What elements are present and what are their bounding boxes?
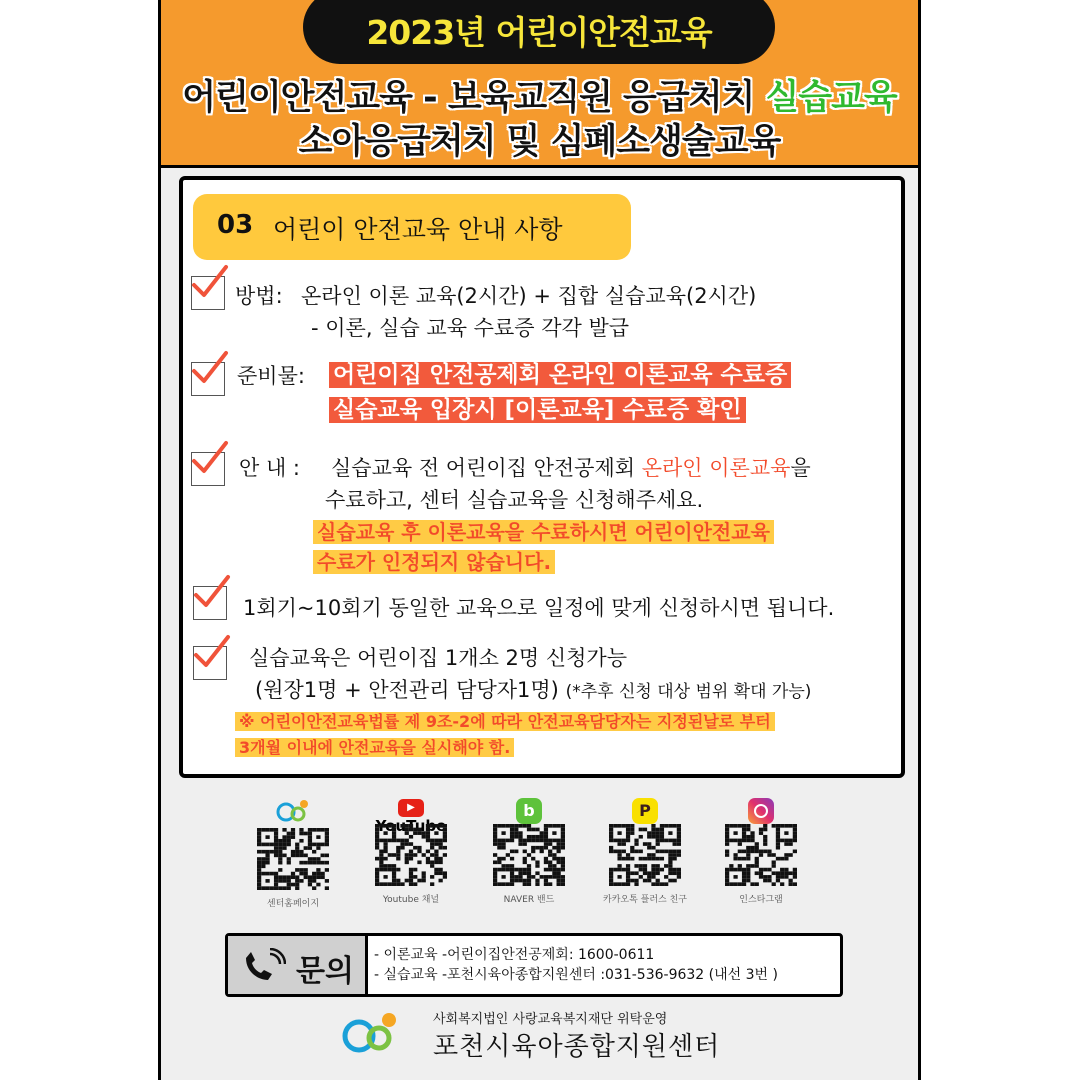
contact-line2: - 실습교육 -포천시육아종합지원센터 :031-536-9632 (내선 3번 ) bbox=[374, 967, 778, 983]
guide-line2: 수료하고, 센터 실습교육을 신청해주세요. bbox=[325, 488, 704, 512]
qr-code bbox=[375, 824, 447, 886]
sessions-text: 1회기~10회기 동일한 교육으로 일정에 맞게 신청하시면 됩니다. bbox=[243, 596, 835, 620]
checkbox-icon bbox=[191, 276, 225, 310]
naver-band-icon: b bbox=[516, 798, 542, 824]
social-youtube[interactable] bbox=[361, 798, 461, 905]
social-center-home[interactable] bbox=[243, 798, 343, 909]
headline-highlight: 실습교육 bbox=[765, 78, 897, 118]
checkbox-icon bbox=[193, 646, 227, 680]
prep-line1: 어린이집 안전공제회 온라인 이론교육 수료증 bbox=[329, 362, 791, 388]
guide-label: 안 내 : bbox=[239, 456, 300, 480]
guide-text: 실습교육 전 어린이집 안전공제회 온라인 이론교육을 bbox=[331, 456, 811, 480]
footer-center-name: 포천시육아종합지원센터 bbox=[433, 1032, 721, 1062]
social-label: Youtube 채널 bbox=[382, 895, 440, 905]
contact-lines bbox=[374, 945, 778, 985]
phone-icon bbox=[240, 948, 286, 984]
social-label: 카카오톡 플러스 친구 bbox=[603, 895, 687, 905]
youtube-icon: ▶ bbox=[398, 799, 424, 817]
checkbox-icon bbox=[191, 362, 225, 396]
instagram-icon bbox=[748, 798, 774, 824]
checkbox-icon bbox=[193, 586, 227, 620]
social-kakao[interactable] bbox=[595, 798, 695, 905]
center-logo-icon bbox=[341, 1008, 401, 1058]
qr-code bbox=[725, 824, 797, 886]
info-card bbox=[179, 176, 905, 778]
year-title-pill bbox=[303, 0, 775, 64]
headline-line2: 소아응급처치 및 심폐소생술교육 bbox=[298, 122, 781, 162]
law-line1: ※ 어린이안전교육법률 제 9조-2에 따라 안전교육담당자는 지정된날로 부터 bbox=[235, 712, 775, 731]
poster-frame bbox=[158, 0, 921, 1080]
prep-line2: 실습교육 입장시 [이론교육] 수료증 확인 bbox=[329, 397, 746, 423]
social-instagram[interactable] bbox=[711, 798, 811, 905]
qr-code bbox=[609, 824, 681, 886]
method-text: 온라인 이론 교육(2시간) + 집합 실습교육(2시간) bbox=[301, 284, 757, 308]
method-sub: - 이론, 실습 교육 수료증 각각 발급 bbox=[311, 316, 630, 340]
method-label: 방법: bbox=[235, 284, 283, 308]
law-line2: 3개월 이내에 안전교육을 실시해야 함. bbox=[235, 738, 514, 757]
social-naver-band[interactable] bbox=[479, 798, 579, 905]
contact-line1: - 이론교육 -어린이집안전공제회: 1600-0611 bbox=[374, 947, 655, 963]
headline-line1: 어린이안전교육 - 보육교직원 응급처치 실습교육 bbox=[182, 78, 897, 118]
year-title: 2023년 어린이안전교육 bbox=[366, 13, 712, 52]
apply-line1: 실습교육은 어린이집 1개소 2명 신청가능 bbox=[249, 646, 627, 670]
kakao-plus-icon: P bbox=[632, 798, 658, 824]
guide-warning-line1: 실습교육 후 이론교육을 수료하시면 어린이안전교육 bbox=[313, 520, 774, 544]
section-number: 03 bbox=[217, 210, 254, 240]
contact-box bbox=[225, 933, 843, 997]
center-logo-icon bbox=[276, 798, 310, 824]
contact-label-box bbox=[228, 936, 368, 994]
apply-note: (*추후 신청 대상 범위 확대 가능) bbox=[565, 682, 812, 702]
section-title: 어린이 안전교육 안내 사항 bbox=[273, 215, 563, 244]
social-label: 센터홈페이지 bbox=[266, 899, 320, 909]
prep-label: 준비물: bbox=[237, 364, 305, 388]
checkbox-icon bbox=[191, 452, 225, 486]
qr-code bbox=[257, 828, 329, 890]
social-label: NAVER 밴드 bbox=[503, 895, 555, 905]
contact-label: 문의 bbox=[296, 954, 354, 989]
qr-code bbox=[493, 824, 565, 886]
footer-operator: 사회복지법인 사랑교육복지재단 위탁운영 bbox=[433, 1012, 668, 1027]
poster-header bbox=[161, 0, 918, 168]
social-label: 인스타그램 bbox=[739, 895, 783, 905]
guide-warning-line2: 수료가 인정되지 않습니다. bbox=[313, 550, 555, 574]
apply-line2: (원장1명 + 안전관리 담당자1명) (*추후 신청 대상 범위 확대 가능) bbox=[255, 678, 812, 702]
section-tag bbox=[193, 194, 631, 260]
